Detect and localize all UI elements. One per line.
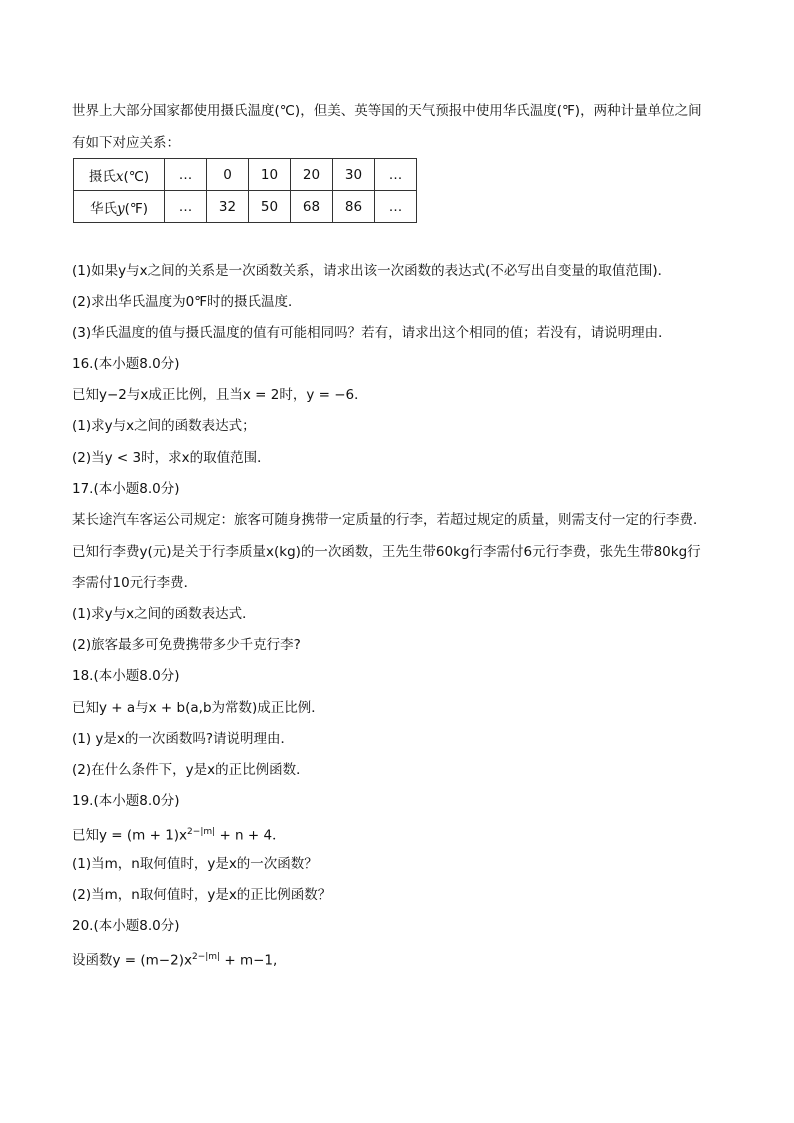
p20-stem: 设函数$y = (m-2)x^{2-|m|} + m-1$, xyxy=(72,952,278,969)
table-cell: 30 xyxy=(333,159,375,191)
intro-line-1: 世界上大部分国家都使用摄氏温度(℃)，但美、英等国的天气预报中使用华氏温度(℉)，两种计量单位之间 xyxy=(72,103,702,119)
table-cell: … xyxy=(165,191,207,223)
p16-stem: 已知y−2与x成正比例，且当x = 2时，y = −6． xyxy=(72,387,368,403)
p17-question-1: (1)求y与x之间的函数表达式． xyxy=(72,606,256,622)
p17-question-2: (2)旅客最多可免费携带多少千克行李? xyxy=(72,637,301,653)
p18-question-2: (2)在什么条件下，y是x的正比例函数． xyxy=(72,762,310,778)
p16-question-2: (2)当y < 3时，求x的取值范围． xyxy=(72,450,271,466)
table-cell: 32 xyxy=(207,191,249,223)
p18-stem: 已知y + a与x + b(a,b为常数)成正比例． xyxy=(72,700,325,716)
p17-stem-1: 某长途汽车客运公司规定：旅客可随身携带一定质量的行李，若超过规定的质量，则需支付一定的行李费． xyxy=(72,512,707,528)
table-row-header: 华氏y(℉) xyxy=(74,191,165,223)
p19-header: 19.(本小题8.0分) xyxy=(72,793,180,809)
table-cell: 86 xyxy=(333,191,375,223)
table-cell: 0 xyxy=(207,159,249,191)
p17-header: 17.(本小题8.0分) xyxy=(72,481,180,497)
p19-question-2: (2)当m，n取何值时，y是x的正比例函数？ xyxy=(72,887,332,903)
p19-question-1: (1)当m，n取何值时，y是x的一次函数？ xyxy=(72,856,318,872)
table-cell: 20 xyxy=(291,159,333,191)
p15-question-3: (3)华氏温度的值与摄氏温度的值有可能相同吗？若有，请求出这个相同的值；若没有，请说明理由． xyxy=(72,325,672,341)
table-cell: … xyxy=(375,159,417,191)
table-cell: 50 xyxy=(249,191,291,223)
p16-question-1: (1)求y与x之间的函数表达式； xyxy=(72,418,256,434)
p15-question-1: (1)如果y与x之间的关系是一次函数关系，请求出该一次函数的表达式(不必写出自变量的取值范围)． xyxy=(72,263,672,279)
p20-header: 20.(本小题8.0分) xyxy=(72,918,180,934)
p15-question-2: (2)求出华氏温度为0℉时的摄氏温度． xyxy=(72,294,302,310)
p16-header: 16.(本小题8.0分) xyxy=(72,356,180,372)
intro-line-2: 有如下对应关系： xyxy=(72,135,180,151)
table-row-celsius xyxy=(74,159,417,191)
p18-question-1: (1) y是x的一次函数吗?请说明理由． xyxy=(72,731,295,747)
table-cell: … xyxy=(165,159,207,191)
conversion-table xyxy=(73,158,417,223)
p18-header: 18.(本小题8.0分) xyxy=(72,668,180,684)
exponent: 2−|m| xyxy=(191,952,221,962)
table-cell: 68 xyxy=(291,191,333,223)
exponent: 2−|m| xyxy=(187,827,216,837)
table-row-header: 摄氏x(℃) xyxy=(74,159,165,191)
p17-stem-2: 已知行李费y(元)是关于行李质量x(kg)的一次函数，王先生带60kg行李需付6元行李费，张先生带80kg行 xyxy=(72,544,701,560)
table-cell: 10 xyxy=(249,159,291,191)
table-cell: … xyxy=(375,191,417,223)
p17-stem-3: 李需付10元行李费． xyxy=(72,575,198,591)
table-row-fahrenheit xyxy=(74,191,417,223)
p19-stem: 已知$y = (m + 1)x^{2-|m|} + n + 4$． xyxy=(72,827,286,844)
